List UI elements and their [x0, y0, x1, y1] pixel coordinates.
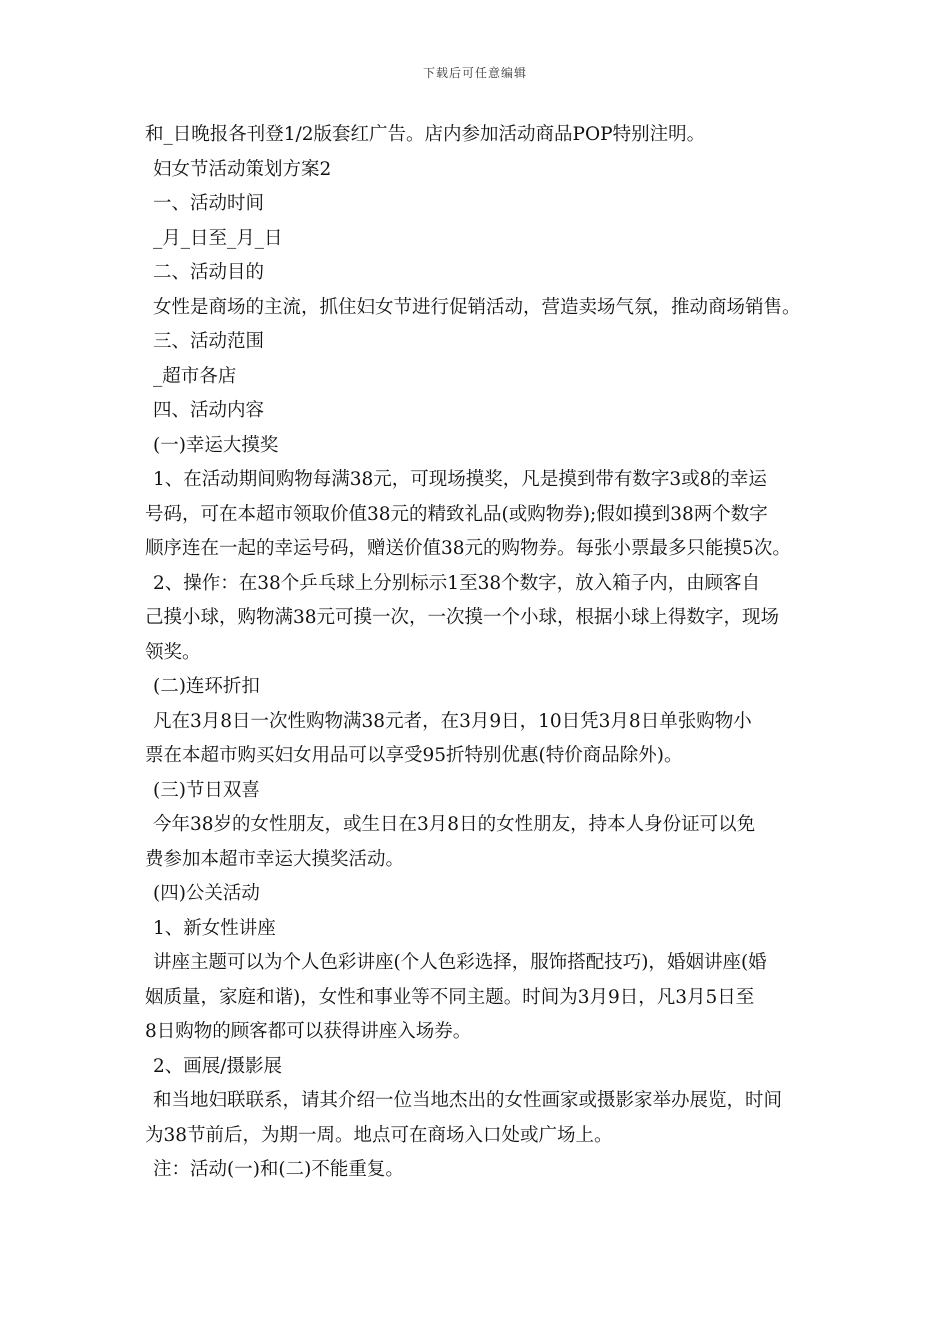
text-line: (一)幸运大摸奖	[153, 434, 279, 456]
text-line: 为38节前后，为期一周。地点可在商场入口处或广场上。	[145, 1124, 613, 1146]
text-line: _月_日至_月_日	[153, 227, 283, 249]
page-header-note: 下载后可任意编辑	[422, 66, 527, 80]
text-line: 和_日晚报各刊登1/2版套红广告。店内参加活动商品POP特别注明。	[145, 124, 706, 145]
text-line: 1、新女性讲座	[153, 917, 276, 939]
text-line: 凡在3月8日一次性购物满38元者，在3月9日，10日凭3月8日单张购物小	[153, 710, 752, 732]
text-line: 一、活动时间	[153, 193, 265, 214]
text-line: (二)连环折扣	[153, 676, 260, 697]
text-line: 2、画展/摄影展	[153, 1055, 283, 1077]
text-line: 票在本超市购买妇女用品可以享受95折特别优惠(特价商品除外)。	[145, 745, 683, 766]
text-line: 讲座主题可以为个人色彩讲座(个人色彩选择，服饰搭配技巧)，婚姻讲座(婚	[153, 952, 767, 973]
text-line: 和当地妇联联系，请其介绍一位当地杰出的女性画家或摄影家举办展览，时间	[153, 1090, 783, 1111]
document-body	[145, 118, 825, 1188]
text-line: 号码，可在本超市领取价值38元的精致礼品(或购物券);假如摸到38两个数字	[145, 503, 768, 525]
text-line: (四)公关活动	[153, 883, 260, 904]
text-line: 四、活动内容	[153, 400, 265, 421]
text-line: 费参加本超市幸运大摸奖活动。	[145, 848, 405, 870]
text-line: _超市各店	[153, 365, 237, 387]
text-line: 2、操作：在38个乒乓球上分别标示1至38个数字，放入箱子内，由顾客自	[153, 572, 761, 594]
text-line: 今年38岁的女性朋友，或生日在3月8日的女性朋友，持本人身份证可以免	[153, 814, 756, 835]
text-line: 妇女节活动策划方案2	[153, 158, 332, 180]
text-line: 领奖。	[145, 641, 201, 663]
text-line: 8日购物的顾客都可以获得讲座入场券。	[145, 1021, 472, 1042]
text-line: 姻质量，家庭和谐)，女性和事业等不同主题。时间为3月9日，凡3月5日至	[145, 986, 755, 1008]
text-line: 注：活动(一)和(二)不能重复。	[153, 1159, 404, 1180]
text-line: 女性是商场的主流，抓住妇女节进行促销活动，营造卖场气氛，推动商场销售。	[153, 296, 801, 318]
text-line: 二、活动目的	[153, 262, 265, 283]
text-line: 三、活动范围	[153, 331, 265, 352]
text-line: 己摸小球，购物满38元可摸一次，一次摸一个小球，根据小球上得数字，现场	[145, 607, 780, 628]
text-line: 顺序连在一起的幸运号码，赠送价值38元的购物券。每张小票最多只能摸5次。	[145, 538, 791, 559]
text-line: (三)节日双喜	[153, 779, 260, 801]
text-line: 1、在活动期间购物每满38元，可现场摸奖，凡是摸到带有数字3或8的幸运	[153, 469, 767, 490]
